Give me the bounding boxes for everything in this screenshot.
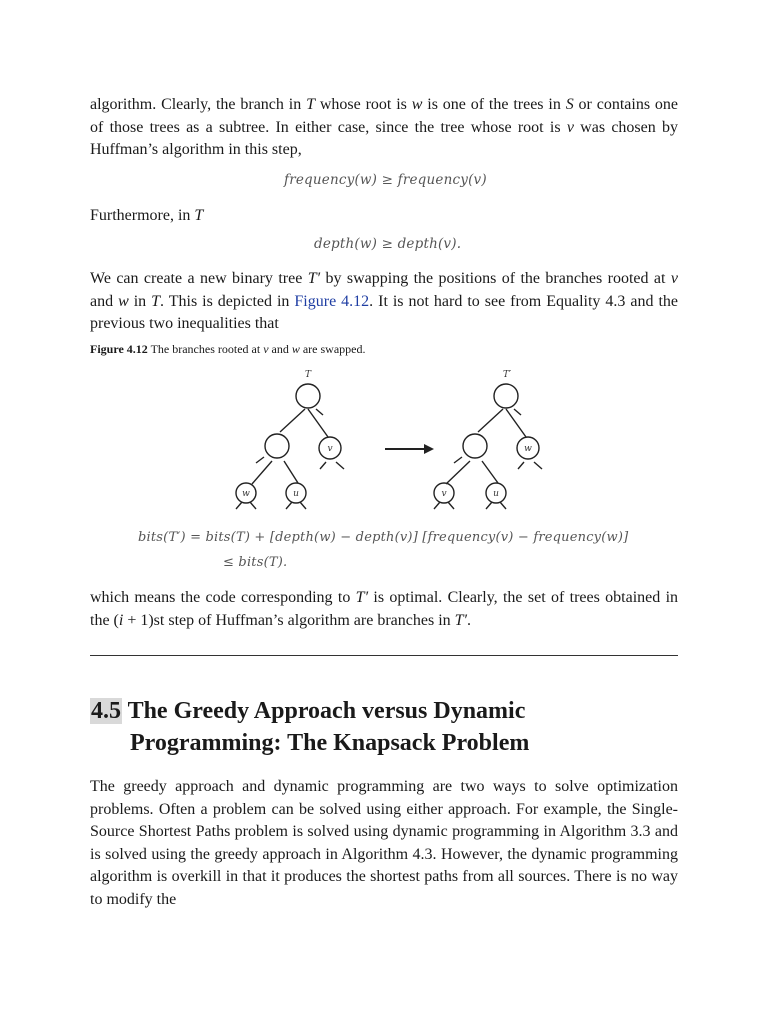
tree-T-label: T	[304, 370, 312, 380]
node-v-left: v	[327, 444, 333, 454]
node-w-left: w	[242, 489, 250, 499]
paragraph-5: The greedy approach and dynamic programming are two ways to solve optimization problems. Often a problem can be solved using either approach. For example, the Single-Source Shortest Paths problem is solved using dynamic programming in Algorithm 3.3 and is solved using the greedy approach in Algorithm 4.3. However, the dynamic programming algorithm is overkill in that it produces the shortest paths from all sources. There is no way to modify the	[90, 778, 678, 908]
paragraph-4: which means the code corresponding to T′ is optimal. Clearly, the set of trees obtained in the (i + 1)st step of Huffman’s algorithm are branches in T′.	[90, 589, 679, 629]
figure-link[interactable]: Figure 4.12	[294, 292, 370, 310]
node-u-left: u	[293, 489, 299, 499]
section-heading: 4.5 The Greedy Approach versus Dynamic Programming: The Knapsack Problem	[91, 698, 530, 756]
section-divider	[90, 655, 678, 656]
paragraph-1: algorithm. Clearly, the branch in T whose root is w is one of the trees in S or contains one of those trees as a subtree. In either case, since the tree whose root is v was chosen by Huffman’s algorithm in this step,	[90, 96, 679, 158]
figure-caption: Figure 4.12 The branches rooted at v and w are swapped.	[90, 342, 366, 356]
equation-bits-line1: bits(T′) = bits(T) + [depth(w) − depth(v)] [frequency(v) − frequency(w)]	[138, 530, 629, 545]
equation-bits-line2: ≤ bits(T).	[223, 555, 288, 570]
node-u-right: u	[493, 489, 499, 499]
paragraph-3: We can create a new binary tree T′ by swapping the positions of the branches rooted at v and w in T. This is depicted in Figure 4.12. It is not hard to see from Equality 4.3 and the previous two inequalities that	[90, 270, 678, 332]
tree-figure	[220, 362, 550, 522]
node-w-right: w	[524, 444, 532, 454]
tree-Tprime-label: T′	[502, 370, 512, 380]
equation-frequency: frequency(w) ≥ frequency(v)	[284, 172, 487, 188]
node-v-right: v	[441, 489, 447, 499]
section-number: 4.5	[91, 698, 121, 724]
paragraph-2: Furthermore, in T	[90, 207, 204, 224]
equation-depth: depth(w) ≥ depth(v).	[314, 236, 462, 252]
